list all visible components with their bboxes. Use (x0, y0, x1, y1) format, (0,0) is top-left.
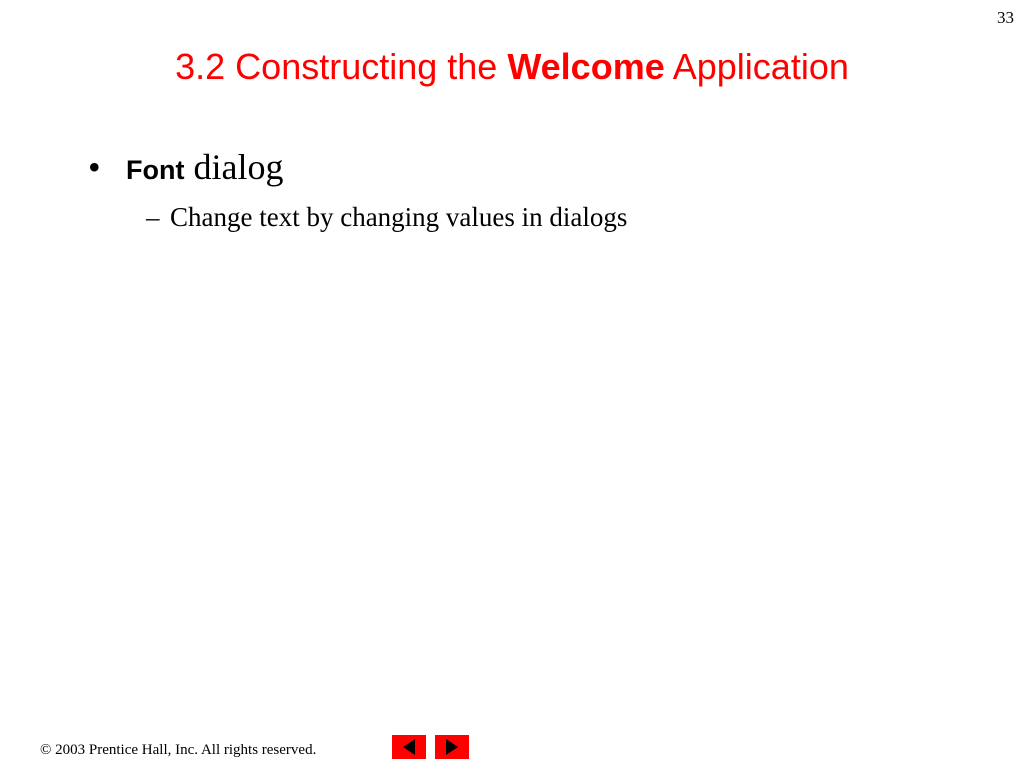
bullet-term: Font (126, 155, 185, 185)
sub-bullet-marker: – (146, 202, 160, 232)
next-slide-button[interactable] (435, 735, 469, 759)
previous-slide-button[interactable] (392, 735, 426, 759)
title-prefix: 3.2 Constructing the (175, 46, 508, 87)
title-suffix: Application (664, 46, 849, 87)
slide-title (0, 46, 1024, 88)
bullet-marker: • (88, 147, 101, 187)
title-bold: Welcome (507, 46, 665, 87)
bullet-item (88, 146, 283, 188)
triangle-left-icon (392, 735, 426, 759)
sub-bullet-item (146, 202, 627, 233)
bullet-text: dialog (184, 147, 284, 187)
triangle-right-icon (435, 735, 469, 759)
footer-copyright: © 2003 Prentice Hall, Inc. All rights reserved. (40, 742, 317, 758)
sub-bullet-text: Change text by changing values in dialogs (170, 202, 628, 232)
page-number: 33 (997, 8, 1014, 27)
